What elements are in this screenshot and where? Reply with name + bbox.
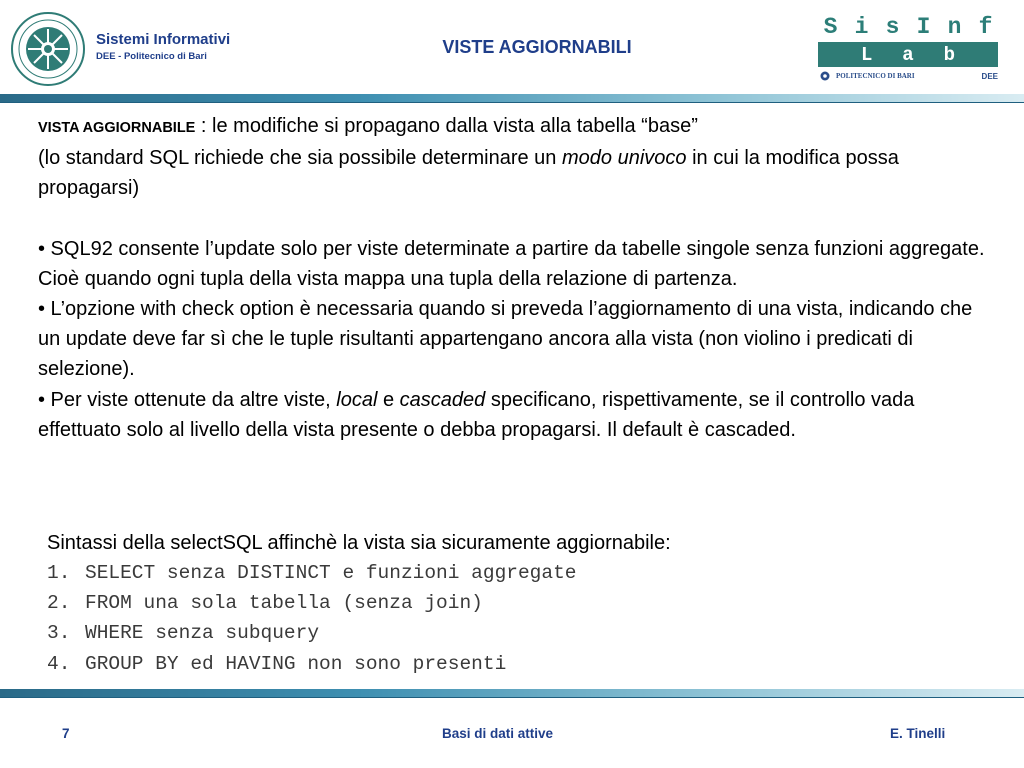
bullet-check-option: • L’opzione with check option è necessaria quando si preveda l’aggiornamento di una vista, indicando che un update deve far sì che le tuple risultanti appartengano ancora alla vista (non violino i predicati di selezione). bbox=[38, 298, 973, 381]
lead-term: VISTA AGGIORNABILE bbox=[38, 120, 196, 136]
list-number: 1. bbox=[47, 562, 71, 584]
standard-post: in cui la modifica possa propagarsi) bbox=[38, 147, 899, 200]
logo-footer-row bbox=[820, 70, 998, 82]
header-divider bbox=[0, 94, 1024, 102]
brand-subtitle: DEE - Politecnico di Bari bbox=[96, 51, 207, 62]
bullet3-cascaded: cascaded bbox=[399, 388, 486, 411]
syntax-section bbox=[47, 528, 987, 679]
logo-letter: I bbox=[916, 14, 931, 40]
footer-divider-line bbox=[0, 697, 1024, 698]
spacer bbox=[38, 204, 988, 234]
list-number: 4. bbox=[47, 652, 71, 675]
bullet-sql92: • SQL92 consente l’update solo per viste determinate a partire da tabelle singole senza funzioni aggregate. Cioè quando ogni tupla della vista mappa una tupla della relazione di partenza. bbox=[38, 237, 985, 290]
logo-letter: f bbox=[978, 14, 993, 40]
logo-letter: n bbox=[947, 14, 962, 40]
syntax-title: Sintassi della selectSQL affinchè la vista sia sicuramente aggiornabile: bbox=[47, 532, 671, 554]
standard-pre: (lo standard SQL richiede che sia possibile determinare un bbox=[38, 147, 562, 170]
logo-letter: a bbox=[902, 43, 914, 66]
list-number: 2. bbox=[47, 592, 71, 615]
lead-rest: : le modifiche si propagano dalla vista alla tabella “base” bbox=[195, 115, 698, 137]
page-number: 7 bbox=[62, 726, 70, 741]
logo-lab-bar bbox=[818, 42, 998, 67]
logo-dee-text: DEE bbox=[981, 71, 998, 81]
bullet-local-cascaded bbox=[38, 385, 988, 445]
logo-letter: s bbox=[885, 14, 900, 40]
bullet3-post: specificano, rispettivamente, se il controllo vada effettuato solo al livello della vista presente o debba propagarsi. Il default è cascaded. bbox=[38, 388, 915, 441]
bullet3-pre: • Per viste ottenute da altre viste, bbox=[38, 388, 337, 411]
brand-title: Sistemi Informativi bbox=[96, 31, 231, 48]
footer-divider bbox=[0, 689, 1024, 697]
list-text: WHERE senza subquery bbox=[85, 622, 320, 645]
gear-icon bbox=[820, 71, 830, 81]
standard-italic: modo univoco bbox=[561, 147, 687, 170]
syntax-list bbox=[47, 558, 987, 679]
logo-letter: b bbox=[943, 43, 956, 66]
logo-letters-top bbox=[818, 14, 998, 40]
logo-small-text: POLITECNICO DI BARI bbox=[836, 72, 915, 80]
footer-course: Basi di dati attive bbox=[442, 726, 554, 741]
list-item bbox=[47, 649, 987, 679]
bullet3-local: local bbox=[336, 388, 378, 411]
bullet3-and: e bbox=[377, 388, 400, 411]
logo-letter: i bbox=[854, 14, 869, 40]
list-item bbox=[47, 558, 987, 588]
list-text: GROUP BY ed HAVING non sono presenti bbox=[85, 652, 507, 675]
slide-title: VISTE AGGIORNABILI bbox=[442, 37, 632, 57]
logo-letter: L bbox=[860, 43, 873, 66]
list-text: SELECT senza DISTINCT e funzioni aggregate bbox=[85, 562, 577, 584]
logo-letter: S bbox=[823, 14, 838, 40]
list-item bbox=[47, 618, 987, 648]
list-text: FROM una sola tabella (senza join) bbox=[85, 592, 483, 615]
sisinf-lab-logo bbox=[818, 14, 998, 84]
definition-paragraph bbox=[38, 111, 988, 204]
header-divider-line bbox=[0, 102, 1024, 103]
slide-body bbox=[38, 111, 988, 445]
list-number: 3. bbox=[47, 622, 71, 645]
footer-author: E. Tinelli bbox=[890, 726, 946, 741]
list-item bbox=[47, 588, 987, 618]
